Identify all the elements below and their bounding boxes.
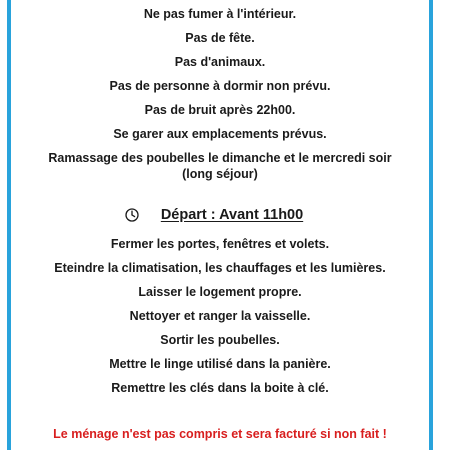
rule-no-extra-guests: Pas de personne à dormir non prévu. xyxy=(109,79,331,93)
cleaning-warning: Le ménage n'est pas compris et sera facturé si non fait ! xyxy=(53,427,387,441)
rule-trash-collection-note: (long séjour) xyxy=(182,167,258,181)
departure-item-turn-off: Eteindre la climatisation, les chauffages et les lumières. xyxy=(54,261,386,275)
departure-item-dishes: Nettoyer et ranger la vaisselle. xyxy=(129,309,311,323)
departure-heading xyxy=(11,205,429,225)
house-rules-document xyxy=(11,0,429,450)
departure-item-linen: Mettre le linge utilisé dans la panière. xyxy=(109,357,331,371)
rule-no-pets: Pas d'animaux. xyxy=(174,55,266,69)
rule-no-party: Pas de fête. xyxy=(185,31,255,45)
rule-parking: Se garer aux emplacements prévus. xyxy=(113,127,327,141)
departure-item-keys: Remettre les clés dans la boite à clé. xyxy=(111,381,329,395)
rule-no-noise: Pas de bruit après 22h00. xyxy=(144,103,296,117)
clock-icon xyxy=(125,208,139,222)
departure-item-close-doors: Fermer les portes, fenêtres et volets. xyxy=(110,237,330,251)
rule-trash-collection: Ramassage des poubelles le dimanche et le mercredi soir xyxy=(48,151,392,165)
departure-title: Départ : Avant 11h00 xyxy=(160,207,304,223)
rule-no-smoking: Ne pas fumer à l'intérieur. xyxy=(143,7,297,21)
departure-item-clean: Laisser le logement propre. xyxy=(138,285,302,299)
departure-item-trash: Sortir les poubelles. xyxy=(160,333,280,347)
